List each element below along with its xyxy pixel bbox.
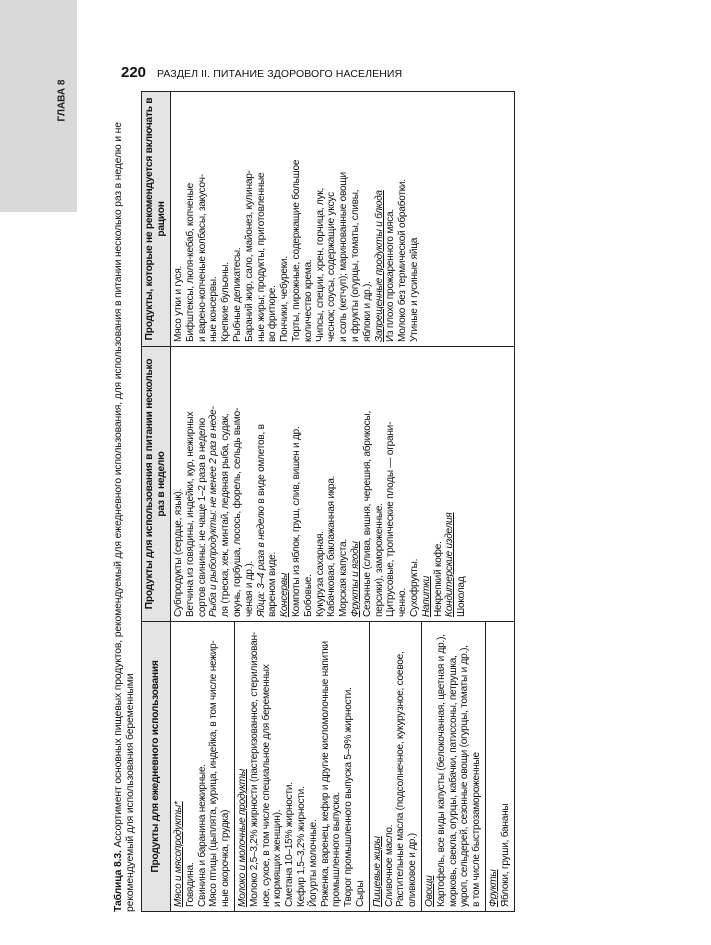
list-item: Кефир 1,5–3,2% жирности.	[295, 786, 307, 907]
list-item: вареном виде.	[267, 551, 279, 617]
header-not-recommended: Продукты, которые не рекомендуется включать в рацион	[142, 92, 171, 347]
group-title: Молоко и молочные продукты	[236, 768, 248, 907]
list-item: во фритюре.	[267, 285, 279, 342]
eggs-rest: в виде омлетов, в	[255, 424, 267, 504]
list-item: Сыры	[354, 880, 366, 907]
list-item: Говядина.	[184, 862, 196, 907]
list-item: Молоко 2,5–3,2% жирности (пастеризованное, стерилизован-	[248, 632, 260, 907]
group-title: Консервы	[279, 572, 291, 617]
list-item: Компоты из яблок, груш, слив, вишен и др.	[290, 426, 302, 617]
list-item: Морская капуста.	[338, 539, 350, 617]
products-table	[141, 91, 515, 912]
list-item: в том числе быстрозамороженные	[471, 752, 483, 907]
list-item: Крепкие бульоны.	[220, 262, 232, 342]
list-item: и варено-копченые колбасы, закусоч-	[196, 174, 208, 342]
list-item: Мясо птицы (цыплята, курица, индейка, в том числе нежир-	[208, 640, 220, 907]
list-item: ные окорочка, грудка)	[220, 809, 232, 907]
table-row	[171, 92, 235, 912]
fish-line	[208, 351, 220, 617]
list-item: количество крема.	[302, 259, 314, 342]
list-item: яблоки и др.).	[361, 281, 373, 342]
list-item: Бифштексы, люля-кебаб, копченые	[184, 183, 196, 342]
list-item: Сметана 10–15% жирности.	[284, 782, 296, 907]
daily-group-fats	[369, 622, 421, 912]
list-item: укроп, сельдерей, сезонные овощи (огурцы, томаты и др.),	[459, 645, 471, 907]
fish-frequency: не менее 2 раз в неде-	[208, 406, 220, 508]
list-item: оливковое и др.)	[407, 833, 419, 907]
list-item: Яблоки, груши, бананы	[499, 803, 511, 907]
list-item: Утиные и гусиные яйца	[408, 237, 420, 342]
rotated-table-area	[113, 92, 633, 912]
list-item: Ветчина из говядины, индейки, кур, нежирных	[184, 411, 196, 617]
list-item: Сливочное масло.	[383, 824, 395, 907]
list-item: промышленного выпуска.	[331, 792, 343, 907]
list-item: Бараний жир, сало, майонез, кулинар-	[243, 170, 255, 342]
list-item: ченая и др.).	[243, 561, 255, 617]
list-item: Шоколад	[456, 576, 468, 617]
list-item: Торты, пирожные, содержащие большое	[290, 159, 302, 342]
weekly-products-cell	[171, 347, 515, 622]
list-item: Сезонные (слива, вишня, черешня, абрикосы,	[361, 410, 373, 617]
running-head: РАЗДЕЛ II. ПИТАНИЕ ЗДОРОВОГО НАСЕЛЕНИЯ	[157, 68, 403, 80]
list-item: Молоко без термической обработки.	[397, 179, 409, 342]
group-title: Кондитерские изделия	[444, 512, 456, 617]
list-item: Свинина и баранина нежирные.	[196, 764, 208, 907]
list-item: и кормящих женщин).	[272, 809, 284, 907]
list-item: ченно.	[397, 588, 409, 617]
daily-group-vegetables	[421, 622, 485, 912]
list-item: и соль (кетчуп); маринованные овощи	[338, 172, 350, 342]
daily-group-fruits	[485, 622, 514, 912]
group-title: Овощи	[423, 875, 435, 907]
group-title: Запрещенные продукты и блюда	[373, 190, 385, 342]
caption-label: Таблица 8.3.	[113, 850, 124, 912]
list-item: Картофель, все виды капусты (белокочанная, цветная и др.),	[435, 634, 447, 907]
eggs-title: Яйца:	[255, 591, 267, 617]
table-caption	[113, 102, 137, 912]
list-item: морковь, свекла, огурцы, кабачки, патиссоны, петрушка,	[447, 655, 459, 907]
list-item: окунь, горбуша, лосось, форель, сельдь вымо-	[231, 407, 243, 617]
list-item: ное, сухое, в том числе специальное для беременных	[260, 664, 272, 907]
table-header-row	[142, 92, 171, 912]
eggs-frequency: 3–4 раза в неделю	[255, 506, 267, 589]
chapter-side-tab	[0, 0, 77, 212]
list-item: Кукуруза сахарная.	[314, 531, 326, 617]
list-item: Мясо утки и гуся.	[173, 265, 184, 342]
chapter-label: ГЛАВА 8	[56, 79, 68, 122]
not-recommended-cell	[171, 92, 515, 347]
list-item: Растительные масла (подсолнечное, кукурузное, соевое,	[395, 651, 407, 907]
header-weekly: Продукты для использования в питании несколько раз в неделю	[142, 347, 171, 622]
list-item: Бобовые.	[302, 574, 314, 617]
daily-group-meat	[171, 622, 235, 912]
list-item: Некрепкий кофе.	[432, 541, 444, 617]
fish-title: Рыба и рыбопродукты:	[208, 510, 220, 617]
header-daily: Продукты для ежедневного использования	[142, 622, 171, 912]
page-number: 220	[121, 64, 147, 81]
list-item: Творог промышленного выпуска 5–9% жирности.	[343, 687, 355, 907]
group-title: Мясо и мясопродукты*	[173, 801, 184, 907]
list-item: чеснок; соусы, содержащие уксус	[326, 192, 338, 342]
list-item: и фрукты (огурцы, томаты, сливы,	[349, 189, 361, 342]
list-item: ные жиры; продукты, приготовленные	[255, 172, 267, 342]
list-item: ля (треска, хек, минтай, ледяная рыба, судак,	[220, 413, 232, 617]
list-item: Цитрусовые, тропические плоды — ограни-	[385, 421, 397, 617]
group-title: Напитки	[420, 576, 432, 617]
list-item: Субпродукты (сердце, язык).	[173, 488, 184, 617]
group-title: Фрукты и ягоды	[349, 541, 361, 617]
list-item: Из плохо прожаренного мяса.	[385, 209, 397, 342]
list-item: Рыбные деликатесы.	[231, 247, 243, 342]
list-item: Чипсы, специи, хрен, горчица, лук,	[314, 187, 326, 342]
daily-group-dairy	[234, 622, 369, 912]
list-item: персики), замороженные.	[373, 503, 385, 617]
group-title: Фрукты	[487, 869, 499, 907]
caption-text: Ассортимент основных пищевых продуктов, рекомендуемый для ежедневного использования, для использования в питании несколько раз в неделю и не рекомендуемый для использования беременными	[113, 122, 136, 912]
list-item: ные консервы.	[208, 276, 220, 342]
list-item: сортов свинины: не чаще 1–2 раза в неделю	[196, 418, 208, 617]
list-item: Пончики, чебуреки.	[279, 256, 291, 342]
list-item: Сухофрукты.	[408, 558, 420, 617]
list-item: Йогурты молочные.	[307, 819, 319, 907]
group-title: Пищевые жиры	[371, 836, 383, 907]
list-item: Кабачковая, баклажанная икра.	[326, 475, 338, 617]
eggs-line	[256, 351, 268, 617]
list-item: Ряженка, варенец, кефир и другие кисломолочные напитки	[319, 641, 331, 907]
